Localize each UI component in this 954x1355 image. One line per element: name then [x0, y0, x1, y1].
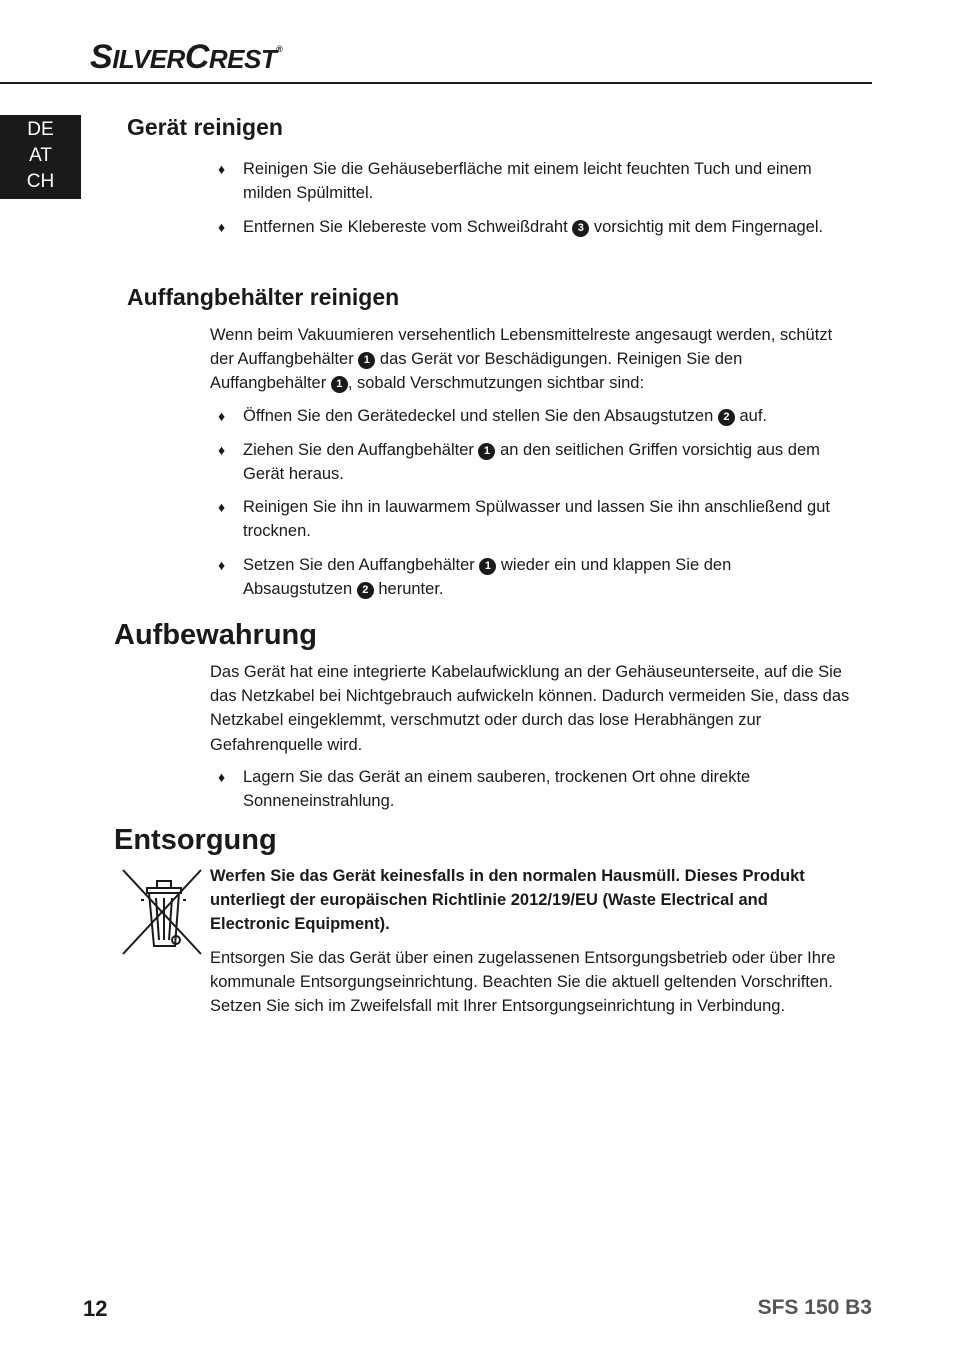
- page-number: 12: [83, 1296, 108, 1321]
- list-item-text: Setzen Sie den Auffangbehälter 1 wieder ein und klappen Sie den Absaugstutzen 2 herunter.: [243, 556, 732, 599]
- part-number-badge: 3: [572, 220, 589, 237]
- diamond-bullet-icon: ♦: [218, 408, 226, 424]
- list-item: [218, 765, 838, 813]
- weee-crossed-bin-icon: [121, 868, 203, 956]
- list-item-text: Reinigen Sie ihn in lauwarmem Spülwasser und lassen Sie ihn anschließend gut trocknen.: [243, 498, 830, 541]
- part-number-badge: 1: [331, 376, 348, 393]
- diamond-bullet-icon: ♦: [218, 219, 226, 235]
- diamond-bullet-icon: ♦: [218, 442, 226, 458]
- diamond-bullet-icon: ♦: [218, 769, 226, 785]
- list-item: [218, 157, 838, 205]
- part-number-badge: 1: [358, 352, 375, 369]
- list-item-text: Reinigen Sie die Gehäuseberfläche mit einem leicht feuchten Tuch und einem milden Spülmittel.: [243, 160, 812, 203]
- list-item-text: Entfernen Sie Klebereste vom Schweißdraht 3 vorsichtig mit dem Fingernagel.: [243, 218, 824, 236]
- header-rule: [0, 82, 872, 84]
- heading-aufbewahrung: Aufbewahrung: [114, 619, 317, 651]
- part-number-badge: 1: [478, 443, 495, 460]
- list-item: [218, 404, 838, 428]
- diamond-bullet-icon: ♦: [218, 161, 226, 177]
- lang-at: AT: [29, 145, 52, 166]
- intro-paragraph: Wenn beim Vakuumieren versehentlich Lebensmittelreste angesaugt werden, schützt der Auffangbehälter 1 das Gerät vor Beschädigungen. Reinigen Sie den Auffangbehälter 1 , sobald Verschmutzungen sichtbar sind:: [210, 326, 833, 393]
- heading-geraet-reinigen: Gerät reinigen: [127, 114, 283, 140]
- language-tab: [0, 115, 81, 199]
- disposal-paragraph: Entsorgen Sie das Gerät über einen zugelassenen Entsorgungsbetrieb oder über Ihre kommunale Entsorgungseinrichtung. Beachten Sie die aktuell geltenden Vorschriften. Setzen Sie sich im Zweifelsfall mit Ihrer Entsorgungseinrichtung in Verbindung.: [210, 949, 836, 1016]
- list-item: [218, 553, 838, 601]
- list-item: [218, 215, 838, 239]
- storage-paragraph: Das Gerät hat eine integrierte Kabelaufwicklung an der Gehäuseunterseite, auf die Sie das Netzkabel bei Nichtgebrauch aufwickeln können. Dadurch vermeiden Sie, dass das Netzkabel eingeklemmt, verschmutzt oder durch das lose Herabhängen zur Gefahrenquelle wird.: [210, 663, 850, 754]
- heading-entsorgung: Entsorgung: [114, 824, 277, 856]
- list-item-text: Ziehen Sie den Auffangbehälter 1 an den seitlichen Griffen vorsichtig aus dem Gerät heraus.: [243, 441, 820, 484]
- list-item-text: Lagern Sie das Gerät an einem sauberen, trockenen Ort ohne direkte Sonneneinstrahlung.: [243, 768, 751, 811]
- disposal-warning: Werfen Sie das Gerät keinesfalls in den normalen Hausmüll. Dieses Produkt unterliegt der europäischen Richtlinie 2012/19/EU (Waste Electrical and Electronic Equipment).: [210, 867, 805, 934]
- part-number-badge: 1: [479, 558, 496, 575]
- diamond-bullet-icon: ♦: [218, 557, 226, 573]
- diamond-bullet-icon: ♦: [218, 499, 226, 515]
- brand-logo: SILVERCREST®: [90, 38, 283, 76]
- model-number: SFS 150 B3: [757, 1296, 872, 1319]
- list-item: [218, 438, 838, 486]
- list-item-text: Öffnen Sie den Gerätedeckel und stellen Sie den Absaugstutzen 2 auf.: [243, 407, 767, 425]
- lang-de: DE: [27, 119, 54, 140]
- heading-auffangbehaelter-reinigen: Auffangbehälter reinigen: [127, 284, 400, 310]
- lang-ch: CH: [26, 171, 55, 192]
- list-item: [218, 495, 838, 543]
- part-number-badge: 2: [718, 409, 735, 426]
- part-number-badge: 2: [357, 582, 374, 599]
